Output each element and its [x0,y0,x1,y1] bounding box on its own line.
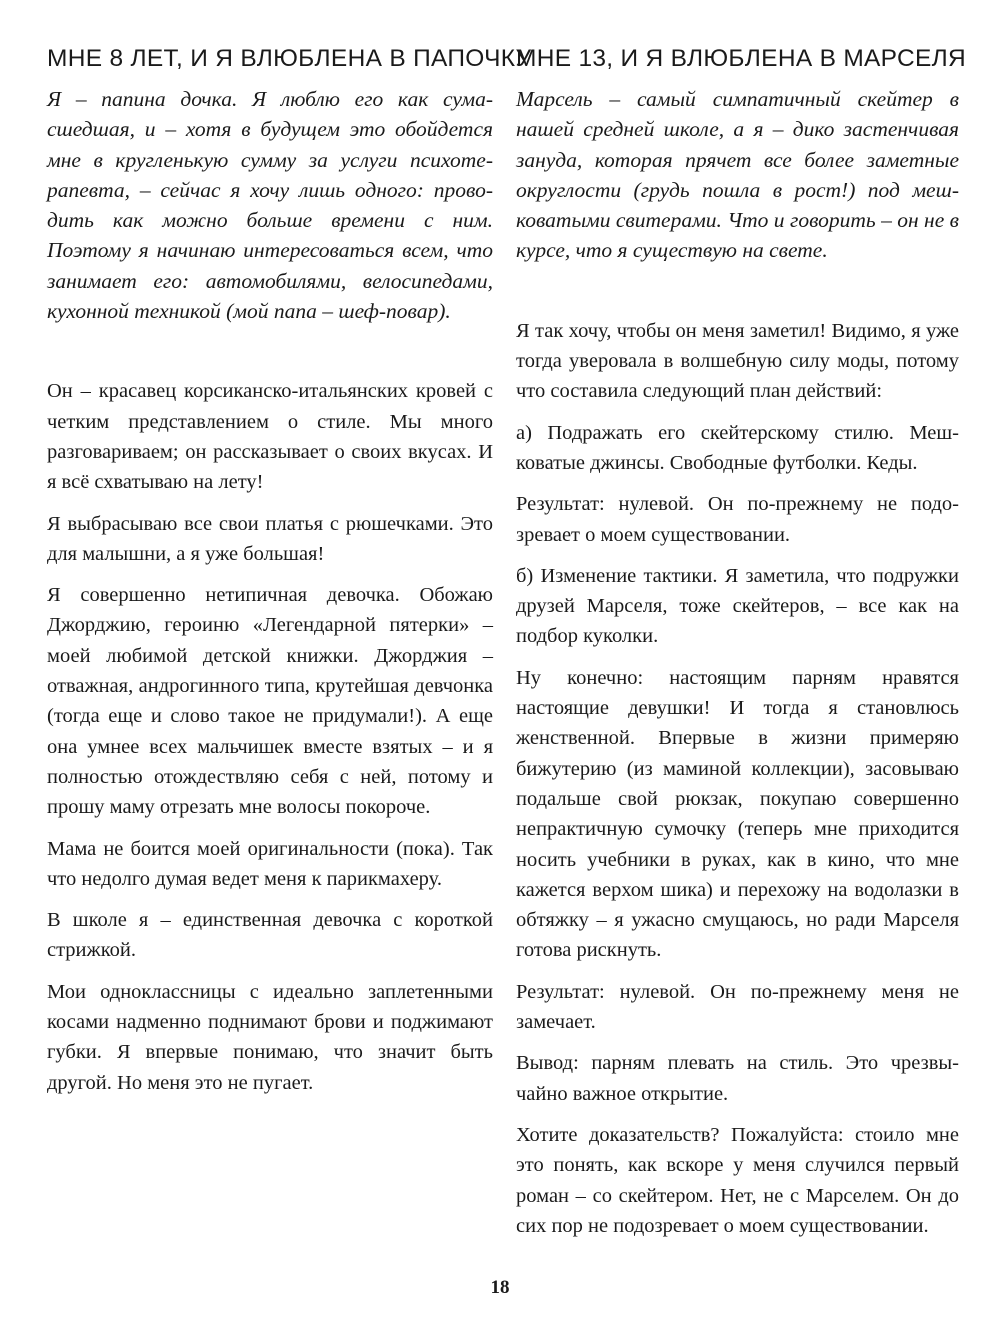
page-number: 18 [490,1277,510,1298]
right-paragraph-6: Результат: нулевой. Он по-прежнему меня не замечает. [516,980,959,1034]
left-paragraph-2: Я выбрасываю все свои платья с рюшечками. Это для малышни, а я уже большая! [47,512,493,565]
right-intro-italic: Марсель – самый симпатичный скейтер в нашей средней школе, а я – дико застенчивая зануда, которая прячет все более заметные округлости (грудь пошла в рост!) под мешковатыми свитерами. Что и говорить – он не в курсе, что я существую на свете. [516,87,959,263]
right-paragraph-4: б) Изменение тактики. Я заметила, что подружки друзей Марселя, тоже скейтеров, – все как на подбор куколки. [516,564,959,648]
left-paragraph-6: Мои одноклассницы с идеально заплетенными косами надменно поднимают брови и поджимают губки. Я впервые понимаю, что значит быть другой. Но меня это не пугает. [47,980,493,1094]
right-column [516,44,967,1252]
left-paragraph-4: Мама не боится моей оригинальности (пока). Так что недолго думая ведет меня к парикмахеру. [47,837,493,890]
left-paragraph-3: Я совершенно нетипичная девочка. Обожаю Джорджию, героиню «Легендарной пятерки» – моей любимой детской книжки. Джорджия – отважная, андрогинного типа, крутейшая девчонка (тогда еще и слово такое не придумали!). А еще она умнее всех мальчишек вместе взятых – и я полностью отождествляю себя с ней, потому и прошу маму отрезать мне волосы покороче. [47,584,493,819]
right-paragraph-1: Я так хочу, чтобы он меня заметил! Видимо, я уже тогда уверовала в волшебную силу моды, потому что составила следующий план действий: [516,319,959,403]
left-paragraph-5: В школе я – единственная девочка с короткой стрижкой. [47,909,493,962]
right-section-heading: МНЕ 13, И Я ВЛЮБЛЕНА В МАРСЕЛЯ [516,45,967,72]
left-paragraph-1: Он – красавец корсиканско-итальянских кровей с четким представлением о стиле. Мы много разговариваем; он рассказывает о своих вкусах. И я всё схватываю на лету! [47,380,493,494]
left-intro-italic: Я – папина дочка. Я люблю его как сумасшедшая, и – хотя в будущем это обойдется мне в кругленькую сумму за услуги психотерапевта, – сейчас я хочу лишь одного: проводить как можно больше времени с ним. Поэтому я начинаю интересоваться всем, что занимает его: автомобилями, велосипедами, кухонной техникой (мой папа – шеф-повар). [47,87,493,324]
right-paragraph-2: а) Подражать его скейтерскому стилю. Мешковатые джинсы. Свободные футболки. Кеды. [516,421,959,474]
right-paragraph-5: Ну конечно: настоящим парням нравятся настоящие девушки! И тогда я становлюсь женственной. Впервые в жизни примеряю бижутерию (из маминой коллекции), засовываю подальше свой рюкзак, покупаю совершенно непрактичную сумочку (теперь мне приходится носить учебники в руках, как в кино, что мне кажется верхом шика) и перехожу на водолазки в обтяжку – я ужасно смущаюсь, но ради Марселя готова рискнуть. [516,666,959,962]
right-paragraph-3: Результат: нулевой. Он по-прежнему не подозревает о моем существовании. [516,493,959,546]
left-section-heading: МНЕ 8 ЛЕТ, И Я ВЛЮБЛЕНА В ПАПОЧКУ [47,45,532,72]
right-paragraph-7: Вывод: парням плевать на стиль. Это чрезвычайно важное открытие. [516,1052,959,1105]
left-column [47,44,532,1109]
right-paragraph-8: Хотите доказательств? Пожалуйста: стоило мне это понять, как вскоре у меня случился первый роман – со скейтером. Нет, не с Марселем. Он до сих пор не подозревает о моем существовании. [516,1123,959,1237]
